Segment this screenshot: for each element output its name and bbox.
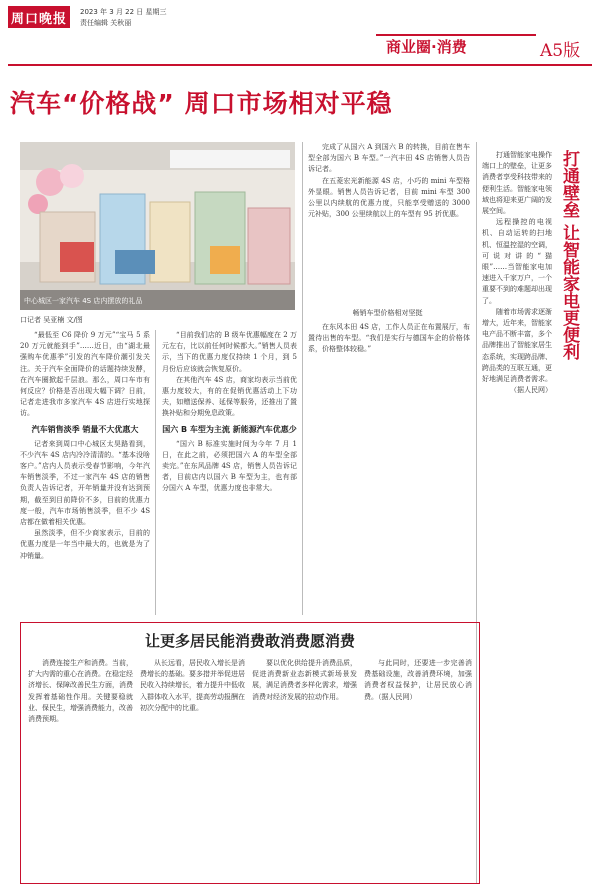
paragraph: 从长远看，居民收入增长是消费增长的基础。要多措并举促进居民收入持续增长，着力提升中低收入群体收入水平，提高劳动报酬在初次分配中的比重。: [140, 659, 245, 712]
subhead-best-sellers: 畅销车型价格相对坚挺: [352, 309, 423, 317]
main-story-column-3b: [308, 322, 470, 615]
byline: 口记者 吴亚楠 文/图: [20, 316, 83, 324]
top-rule: [8, 64, 592, 66]
paragraph: 随着市场需求逐渐增大，近年来，智能家电产品不断丰富，多个品牌推出了智能家居生态系统，实现跨品牌、跨品类的互联互通，更好地满足消费者需求。: [482, 307, 552, 384]
sidebar-column: [482, 150, 552, 884]
paragraph: 在其他汽车 4S 店，商家均表示当前优惠力度较大，有的在促销优惠活动上下功夫，如赠送保养、延保等服务，还推出了置换补贴和分期免息政策。: [162, 375, 297, 418]
main-story-column-2: [162, 330, 297, 615]
subhead-sales: 汽车销售淡季 销量不大优惠大: [31, 424, 139, 434]
second-story-column-2: [140, 658, 245, 878]
photo-illustration: [20, 142, 295, 310]
main-story-column-3: [308, 142, 470, 302]
paragraph: 消费连接生产和消费。当前，扩大内需的重心在消费。在稳定经济增长、保障改善民生方面，消费发挥着基础性作用。关键要稳就业、保民生，增强消费能力，改善消费预期。: [28, 659, 133, 724]
paragraph: 要以优化供给提升消费品质，促进消费新业态新模式新场景发展，满足消费者多样化需求，增强消费对经济发展的拉动作用。: [252, 659, 357, 701]
main-story-column-1: [20, 330, 150, 615]
paragraph-end: （据人民网）: [510, 386, 552, 395]
paragraph: 记者来到周口中心城区太昊路看到，不少汽车 4S 店内冷冷清清的。“基本没啥客户。”店内人员表示受春节影响，今年汽车销售淡季，不过一家汽车 4S 店的销售负责人告诉记者，开年销量并没有达到预期，截至到目前降价不多，目前的优惠力度一般，汽车市场销售淡季，但不少 4S 店都在做着相关优惠。: [20, 439, 150, 527]
paragraph: 与此同时，还要进一步完善消费基础设施，改善消费环境，加强消费者权益保护，让居民放心消费。（据人民网）: [364, 659, 472, 701]
main-headline: 汽车“价格战” 周口市场相对平稳: [10, 89, 393, 118]
paragraph: 在东风本田 4S 店，工作人员正在布置展厅，布置待出售的车型。“我们是实行与德国车企的价格体系，价格整体较稳。”: [308, 323, 470, 354]
column-divider: [302, 142, 303, 615]
second-story-column-1: [28, 658, 133, 878]
page-number: A5版: [540, 41, 581, 61]
masthead-logo: 周口晚报: [8, 6, 70, 28]
editor-credit: 责任编辑 关秋丽: [80, 19, 132, 27]
paragraph: 虽然淡季，但不少商家表示，目前的优惠力度是一年当中最大的，也就是为了冲销量。: [20, 529, 150, 560]
column-divider: [155, 330, 156, 615]
sidebar-title: 打通壁垒 让智能家电更便利: [559, 150, 579, 360]
issue-date: 2023 年 3 月 22 日 星期三: [80, 8, 167, 16]
paragraph: “国六 B 标准实施时间为今年 7 月 1 日，在此之前，必须把国六 A 的车型全部卖完。”在东风品牌 4S 店，销售人员告诉记者，目前店内以国六 B 车型为主，也有部分国六 A 车型，优惠力度也非常大。: [162, 439, 297, 493]
paragraph: 在五菱宏光新能源 4S 店，小巧的 mini 车型格外显眼。销售人员告诉记者，目前 mini 车型 300 公里以内续航的优惠力度，只能享受赠送的 3000 元补贴，300 公里续航以上的车型有 95 折优惠。: [308, 176, 470, 219]
paragraph: 打通智能家电操作端口上的壁垒，让更多消费者享受科技带来的便利生活。智能家电领域也将迎来更广阔的发展空间。: [482, 151, 552, 216]
second-story-column-4: [364, 658, 472, 878]
photo-caption: 中心城区一家汽车 4S 店内摆放的礼品: [24, 297, 143, 305]
second-headline: 让更多居民能消费敢消费愿消费: [144, 632, 355, 650]
section-name: 商业圈·消费: [386, 38, 467, 56]
paragraph: “目前我们店的 B 级车优惠幅度在 2 万元左右，比以前任何时候都大。”销售人员表示，当下的优惠力度仅持续 1 个月，到 5 月份后应该就会恢复原价。: [162, 331, 297, 373]
paragraph: “最低至 C6 降价 9 万元”“宝马 5 系 20 万元就能到手”……近日，由“湖北最强购车优惠季”引发的汽车降价潮引发关注。关于汽车全面降价的话题持续发酵，在汽车圈掀起千层浪。那么，周口车市有何反应？价格是否出现大幅下调？日前，记者走进我市多家汽车 4S 店进行实地探访。: [20, 331, 150, 418]
second-story-column-3: [252, 658, 357, 878]
subhead-emission: 国六 B 车型为主流 新能源汽车优惠少: [162, 424, 297, 434]
paragraph: 远程操控的电视机、自动运转的扫地机、恒温控湿的空调，可说对讲的“猫眼”……当智能家电加速进入千家万户，一个重要不到的难题却出现了。: [482, 218, 552, 305]
paragraph: 完成了从国六 A 到国六 B 的转换，目前在售车型全部为国六 B 车型。”一汽丰田 4S 店销售人员告诉记者。: [308, 143, 470, 174]
photo-4s-store: [20, 142, 295, 310]
